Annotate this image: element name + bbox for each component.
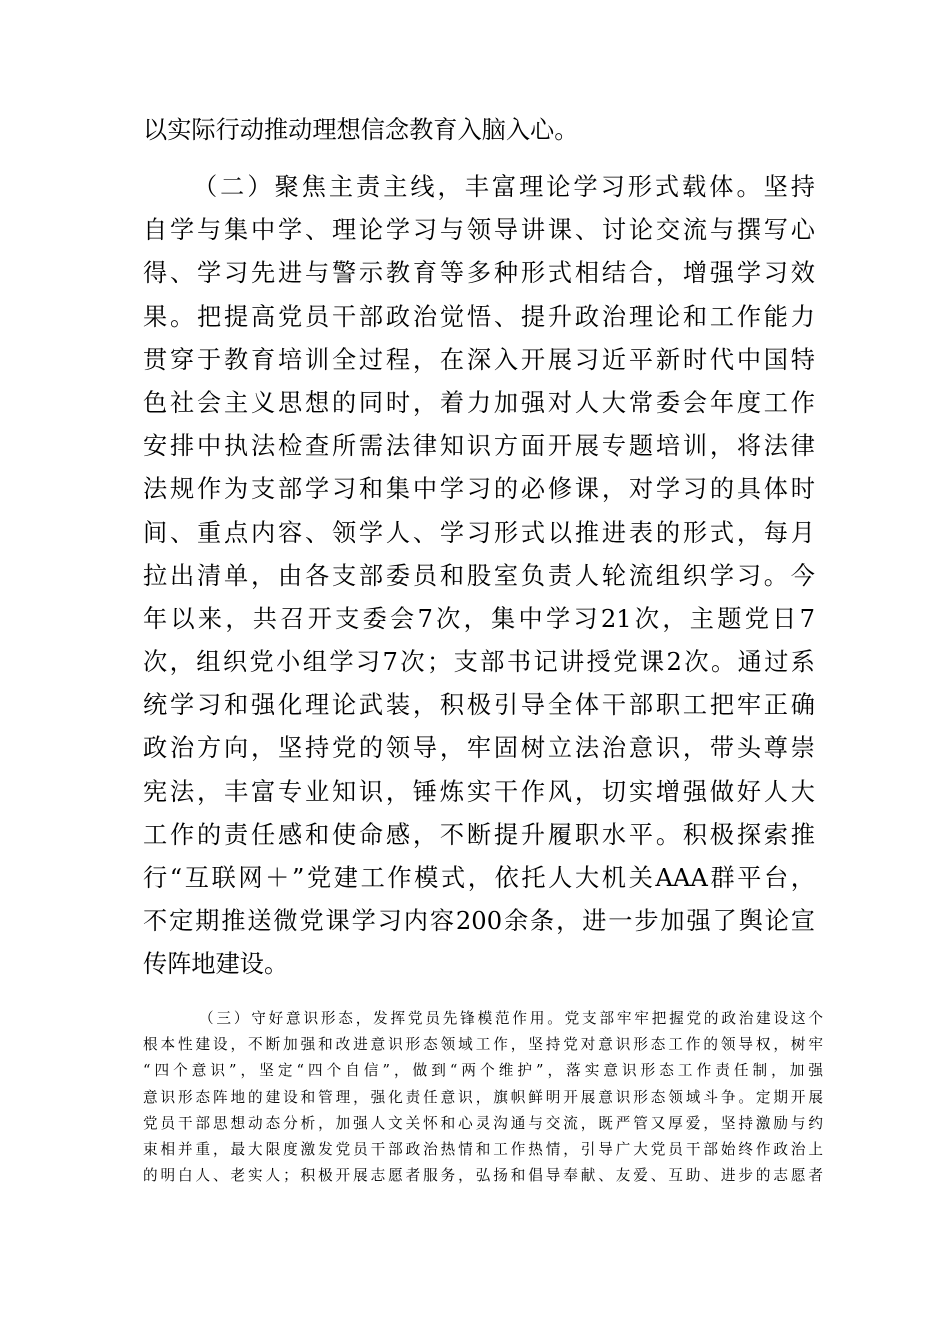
paragraph-continuation <box>143 109 815 152</box>
text-line: 色社会主义思想的同时，着力加强对人大常委会年度工作 <box>143 388 815 417</box>
text-line: 得、学习先进与警示教育等多种形式相结合，增强学习效 <box>143 259 815 288</box>
text-line: 以实际行动推动理想信念教育入脑入心。 <box>143 116 579 144</box>
text-line: 根本性建设，不断加强和改进意识形态领域工作，坚持党对意识形态工作的领导权，树牢 <box>143 1036 823 1054</box>
paragraph-section-two <box>143 166 815 987</box>
text-line: 宪法，丰富专业知识，锤炼实干作风，切实增强做好人大 <box>143 777 815 806</box>
text-line: 次，组织党小组学习7次；支部书记讲授党课2次。通过系 <box>143 648 815 677</box>
text-line: 年以来，共召开支委会7次，集中学习21次，主题党日7 <box>143 604 815 633</box>
text-line: 束相并重，最大限度激发党员干部政治热情和工作热情，引导广大党员干部始终作政治上 <box>143 1140 823 1158</box>
text-line: （二）聚焦主责主线，丰富理论学习形式载体。坚持 <box>193 173 815 201</box>
text-line: 传阵地建设。 <box>143 950 289 979</box>
text-line: 意识形态阵地的建设和管理，强化责任意识，旗帜鲜明开展意识形态领域斗争。定期开展 <box>143 1088 823 1106</box>
text-line: 政治方向，坚持党的领导，牢固树立法治意识，带头尊崇 <box>143 734 815 763</box>
text-line: 拉出清单，由各支部委员和股室负责人轮流组织学习。今 <box>143 561 815 590</box>
text-line: 贯穿于教育培训全过程，在深入开展习近平新时代中国特 <box>143 345 815 374</box>
text-line: “四个意识”，坚定“四个自信”，做到“两个维护”，落实意识形态工作责任制，加强 <box>143 1062 823 1080</box>
text-line: 工作的责任感和使命感，不断提升履职水平。积极探索推 <box>143 820 815 849</box>
text-line: 统学习和强化理论武装，积极引导全体干部职工把牢正确 <box>143 691 815 720</box>
text-line: 的明白人、老实人；积极开展志愿者服务，弘扬和倡导奉献、友爱、互助、进步的志愿者 <box>143 1167 823 1185</box>
text-line: 党员干部思想动态分析，加强人文关怀和心灵沟通与交流，既严管又厚爱，坚持激励与约 <box>143 1114 823 1132</box>
text-line: 法规作为支部学习和集中学习的必修课，对学习的具体时 <box>143 475 815 504</box>
text-line: 行“互联网＋”党建工作模式，依托人大机关AAA群平台， <box>143 864 815 892</box>
text-line: （三）守好意识形态，发挥党员先锋模范作用。党支部牢牢把握党的政治建设这个 <box>199 1010 823 1027</box>
text-line: 果。把提高党员干部政治觉悟、提升政治理论和工作能力 <box>143 302 815 331</box>
text-line: 不定期推送微党课学习内容200余条，进一步加强了舆论宣 <box>143 907 815 936</box>
text-line: 间、重点内容、领学人、学习形式以推进表的形式，每月 <box>143 518 815 547</box>
paragraph-section-three <box>143 1006 823 1189</box>
text-line: 自学与集中学、理论学习与领导讲课、讨论交流与撰写心 <box>143 216 815 245</box>
text-line: 安排中执法检查所需法律知识方面开展专题培训，将法律 <box>143 432 815 461</box>
